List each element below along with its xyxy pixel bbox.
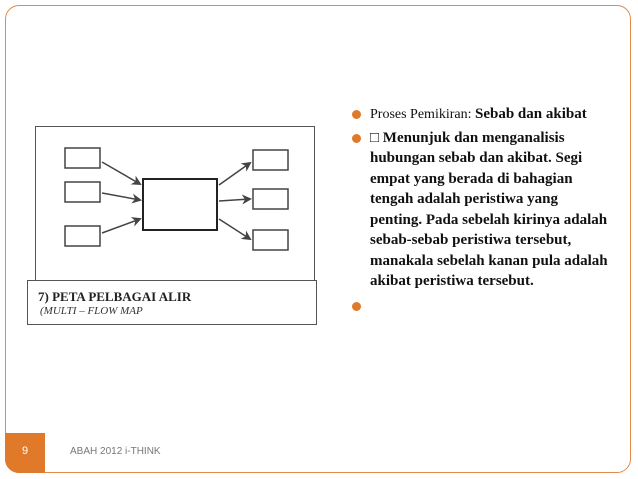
effect-box-3: [253, 230, 288, 250]
cause-arrow-2: [102, 193, 140, 200]
cause-box-2: [65, 182, 100, 202]
caption-title: 7) PETA PELBAGAI ALIR: [38, 289, 192, 304]
cause-arrow-3: [102, 219, 140, 233]
multi-flow-map-diagram: [35, 126, 315, 282]
cause-arrow-1: [102, 162, 140, 184]
page-number-badge: 9: [5, 433, 45, 473]
effect-box-2: [253, 189, 288, 209]
bullet-dot-icon: [352, 134, 361, 143]
cause-box-1: [65, 148, 100, 168]
bullet-thinking-process: [352, 104, 612, 126]
bullet-list: [352, 104, 612, 316]
effect-arrow-3: [219, 219, 250, 239]
footer-text: ABAH 2012 i-THINK: [70, 446, 161, 457]
bullet-2-text: □ Menunjuk dan menganalisis hubungan sebab dan akibat. Segi empat yang berada di bahagian tengah adalah peristiwa yang penting. Pada sebelah kirinya adalah sebab-sebab peristiwa tersebut, manakala sebelah kanan pula adalah akibat peristiwa tersebut.: [370, 129, 608, 289]
effect-arrow-1: [219, 163, 250, 185]
diagram-caption: [27, 280, 317, 325]
bullet-1-prefix: Proses Pemikiran:: [370, 107, 475, 122]
event-box: [143, 179, 217, 230]
effect-box-1: [253, 150, 288, 170]
cause-box-3: [65, 226, 100, 246]
bullet-description: [352, 128, 612, 292]
multi-flow-map-svg: [36, 127, 316, 283]
bullet-1-bold: Sebab dan akibat: [475, 106, 587, 122]
bullet-dot-icon: [352, 302, 361, 311]
bullet-empty: [352, 296, 612, 316]
caption-subtitle: (MULTI – FLOW MAP: [40, 305, 143, 317]
bullet-dot-icon: [352, 110, 361, 119]
effect-arrow-2: [219, 199, 250, 201]
